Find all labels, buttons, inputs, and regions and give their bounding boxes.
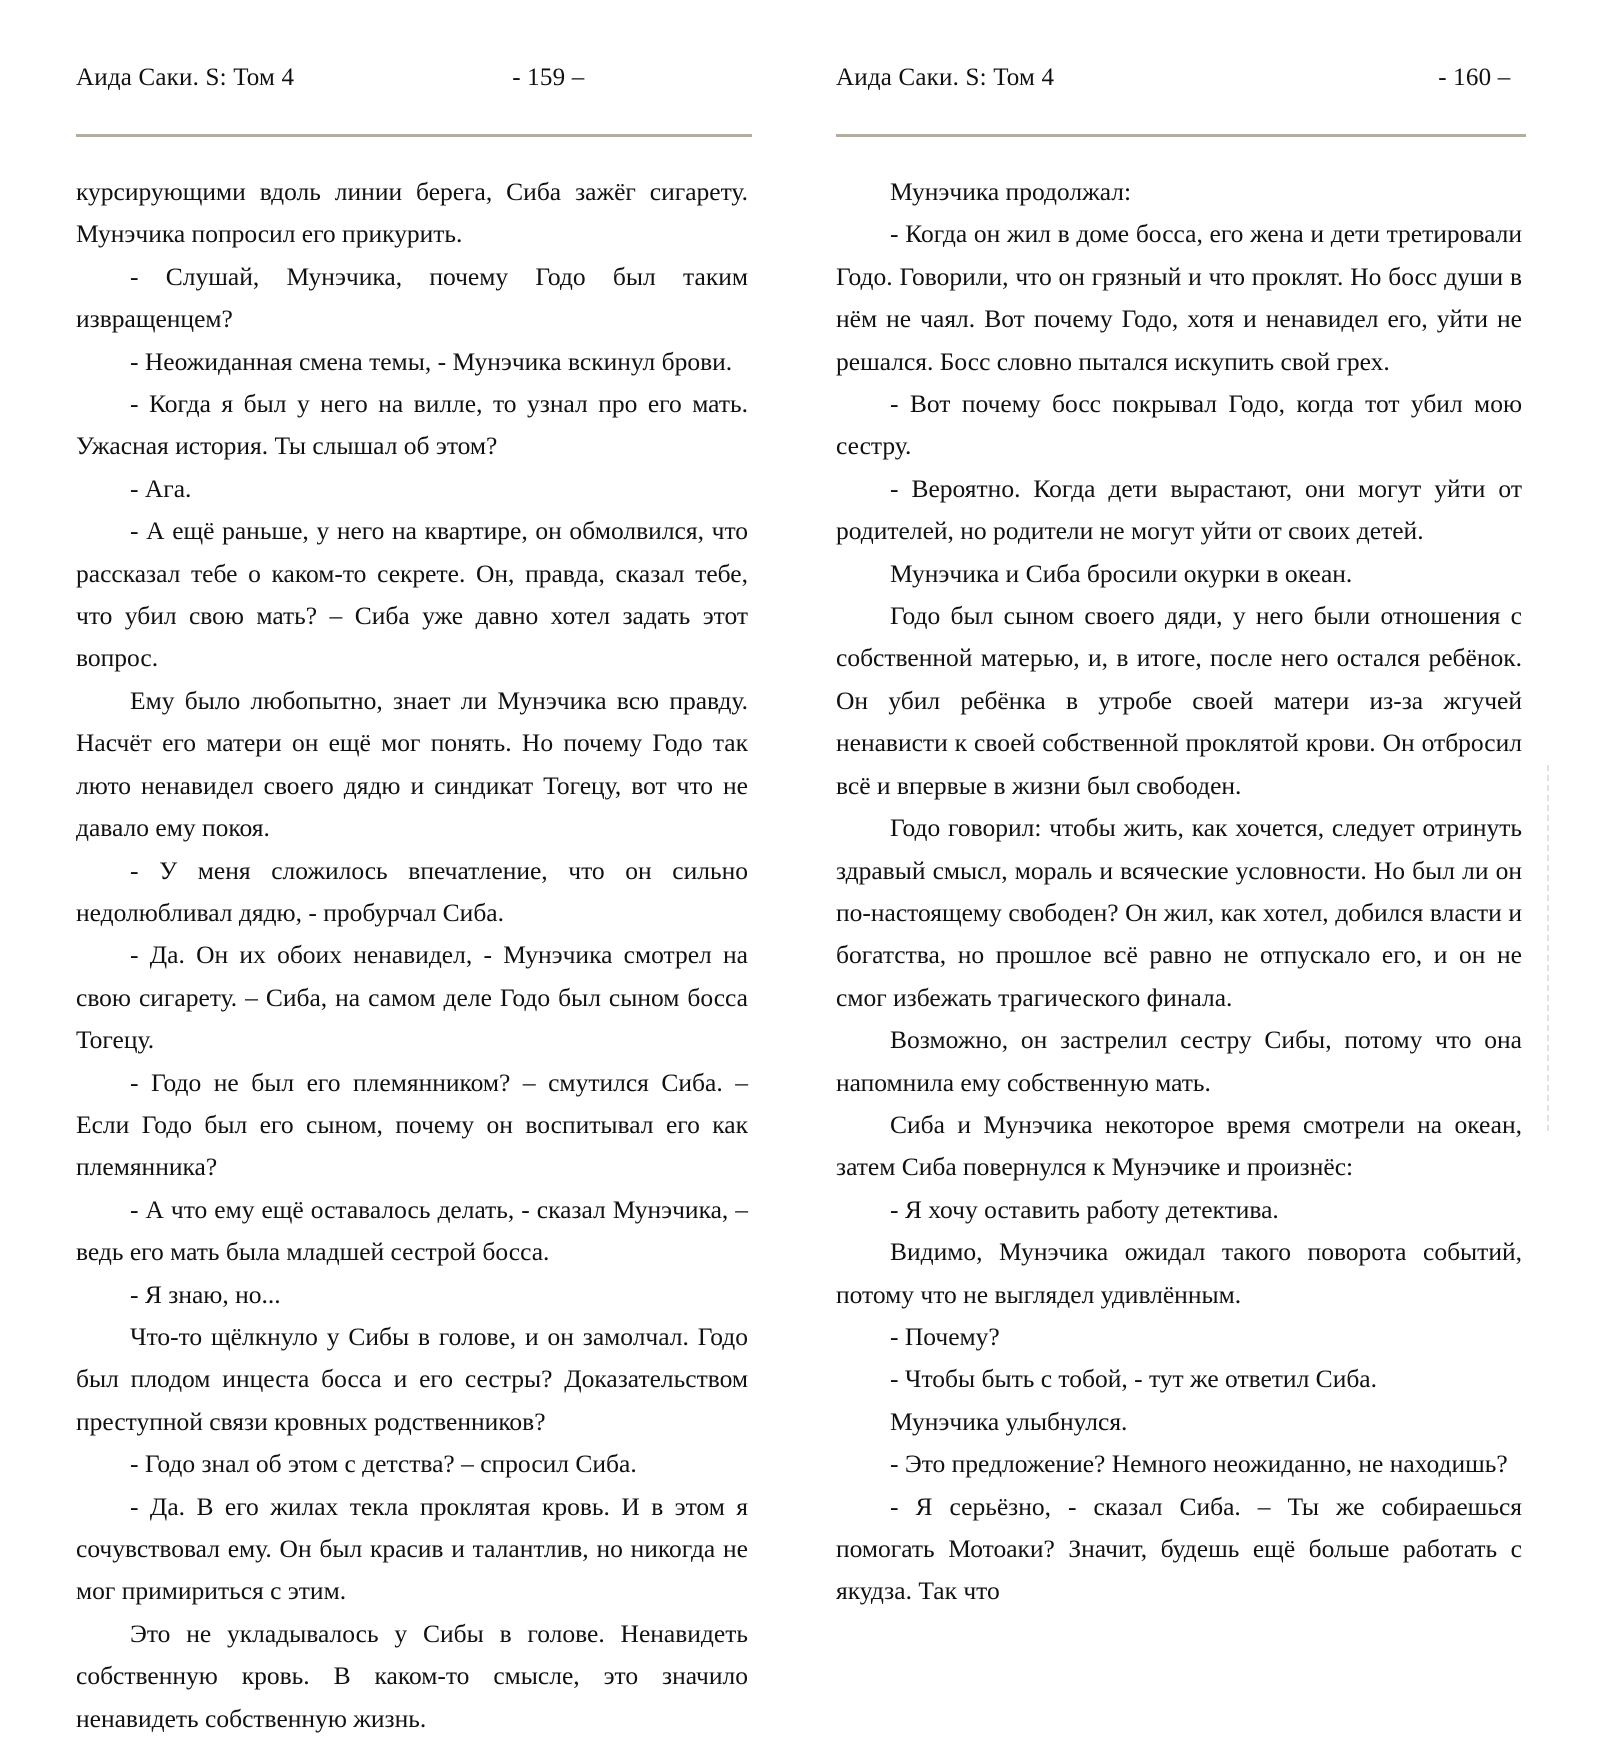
header-rule <box>836 134 1526 137</box>
paragraph: Что-то щёлкнуло у Сибы в голове, и он замолчал. Годо был плодом инцеста босса и его сестры? Доказательством преступной связи кровных родственников? <box>76 1321 748 1436</box>
paragraph: Годо говорил: чтобы жить, как хочется, следует отринуть здравый смысл, мораль и всяческие условности. Но был ли он по-настоящему свободен? Он жил, как хотел, добился власти и богатства, но прошлое всё равно не отпускало его, и он не смог избежать трагического финала. <box>836 813 1522 1012</box>
body-text-left <box>76 171 748 1740</box>
paragraph: Мунэчика и Сиба бросили окурки в океан. <box>890 558 1353 588</box>
paragraph: - Неожиданная смена темы, - Мунэчика вскинул брови. <box>130 346 733 376</box>
paragraph: - Годо знал об этом с детства? – спросил Сиба. <box>130 1449 637 1479</box>
paragraph: - Вероятно. Когда дети вырастают, они могут уйти от родителей, но родители не могут уйти от своих детей. <box>836 473 1522 546</box>
paragraph: курсирующими вдоль линии берега, Сиба зажёг сигарету. Мунэчика попросил его прикурить. <box>76 177 748 249</box>
page-left <box>0 0 800 1733</box>
paragraph: - Ага. <box>130 473 192 503</box>
paragraph: - Слушай, Мунэчика, почему Годо был таким извращенцем? <box>76 261 748 334</box>
header-rule <box>76 134 752 137</box>
paragraph: - У меня сложилось впечатление, что он сильно недолюбливал дядю, - пробурчал Сиба. <box>76 855 748 927</box>
paragraph: - Годо не был его племянником? – смутился Сиба. – Если Годо был его сыном, почему он воспитывал его как племянника? <box>76 1067 748 1182</box>
paragraph: Ему было любопытно, знает ли Мунэчика всю правду. Насчёт его матери он ещё мог понять. Но почему Годо так люто ненавидел своего дядю и синдикат Тогецу, вот что не давало ему покоя. <box>76 685 748 843</box>
paragraph: Сиба и Мунэчика некоторое время смотрели на океан, затем Сиба повернулся к Мунэчике и произнёс: <box>836 1109 1522 1182</box>
paragraph: - Я знаю, но... <box>130 1279 281 1309</box>
page-number: - 160 – <box>1438 64 1511 91</box>
paragraph: - Я серьёзно, - сказал Сиба. – Ты же собираешься помогать Мотоаки? Значит, будешь ещё больше работать с якудза. Так что <box>836 1491 1522 1606</box>
page-edge-guide <box>1547 765 1549 1131</box>
paragraph: - Вот почему босс покрывал Годо, когда тот убил мою сестру. <box>836 389 1522 461</box>
paragraph: - А ещё раньше, у него на квартире, он обмолвился, что рассказал тебе о каком-то секрете. Он, правда, сказал тебе, что убил свою мать? – Сиба уже давно хотел задать этот вопрос. <box>76 516 748 673</box>
paragraph: - Чтобы быть с тобой, - тут же ответил Сиба. <box>890 1364 1378 1394</box>
running-head-right <box>836 0 1522 100</box>
paragraph: Это не укладывалось у Сибы в голове. Ненавидеть собственную кровь. В каком-то смысле, это значило ненавидеть собственную жизнь. <box>76 1618 748 1733</box>
paragraph: Годо был сыном своего дяди, у него были отношения с собственной матерью, и, в итоге, после него остался ребёнок. Он убил ребёнка в утробе своей матери из-за жгучей ненависти к своей собственной проклятой крови. Он отбросил всё и впервые в жизни был свободен. <box>836 601 1522 800</box>
paragraph: - Почему? <box>890 1321 1000 1351</box>
paragraph: Мунэчика улыбнулся. <box>890 1406 1128 1436</box>
paragraph: - Я хочу оставить работу детектива. <box>890 1194 1279 1224</box>
paragraph: Видимо, Мунэчика ожидал такого поворота событий, потому что не выглядел удивлённым. <box>836 1237 1522 1309</box>
paragraph: - А что ему ещё оставалось делать, - сказал Мунэчика, – ведь его мать была младшей сестрой босса. <box>76 1194 748 1267</box>
paragraph: Возможно, он застрелил сестру Сибы, потому что она напомнила ему собственную мать. <box>836 1025 1522 1097</box>
body-text-right <box>836 171 1522 1613</box>
paragraph: - Это предложение? Немного неожиданно, не находишь? <box>890 1449 1508 1479</box>
paragraph: Мунэчика продолжал: <box>890 177 1132 206</box>
running-head-title: Аида Саки. S: Том 4 <box>836 64 1055 91</box>
running-head-title: Аида Саки. S: Том 4 <box>76 64 295 91</box>
page-number: - 159 – <box>512 64 585 91</box>
page-right <box>800 0 1600 1606</box>
running-head-left <box>76 0 750 100</box>
paragraph: - Когда я был у него на вилле, то узнал про его мать. Ужасная история. Ты слышал об этом? <box>76 389 748 461</box>
paragraph: - Когда он жил в доме босса, его жена и дети третировали Годо. Говорили, что он грязный и что проклят. Но босс души в нём не чаял. Вот почему Годо, хотя и ненавидел его, уйти не решался. Босс словно пытался искупить свой грех. <box>836 219 1522 376</box>
paragraph: - Да. Он их обоих ненавидел, - Мунэчика смотрел на свою сигарету. – Сиба, на самом деле Годо был сыном босса Тогецу. <box>76 940 748 1055</box>
paragraph: - Да. В его жилах текла проклятая кровь. И в этом я сочувствовал ему. Он был красив и талантлив, но никогда не мог примириться с этим. <box>76 1491 748 1606</box>
